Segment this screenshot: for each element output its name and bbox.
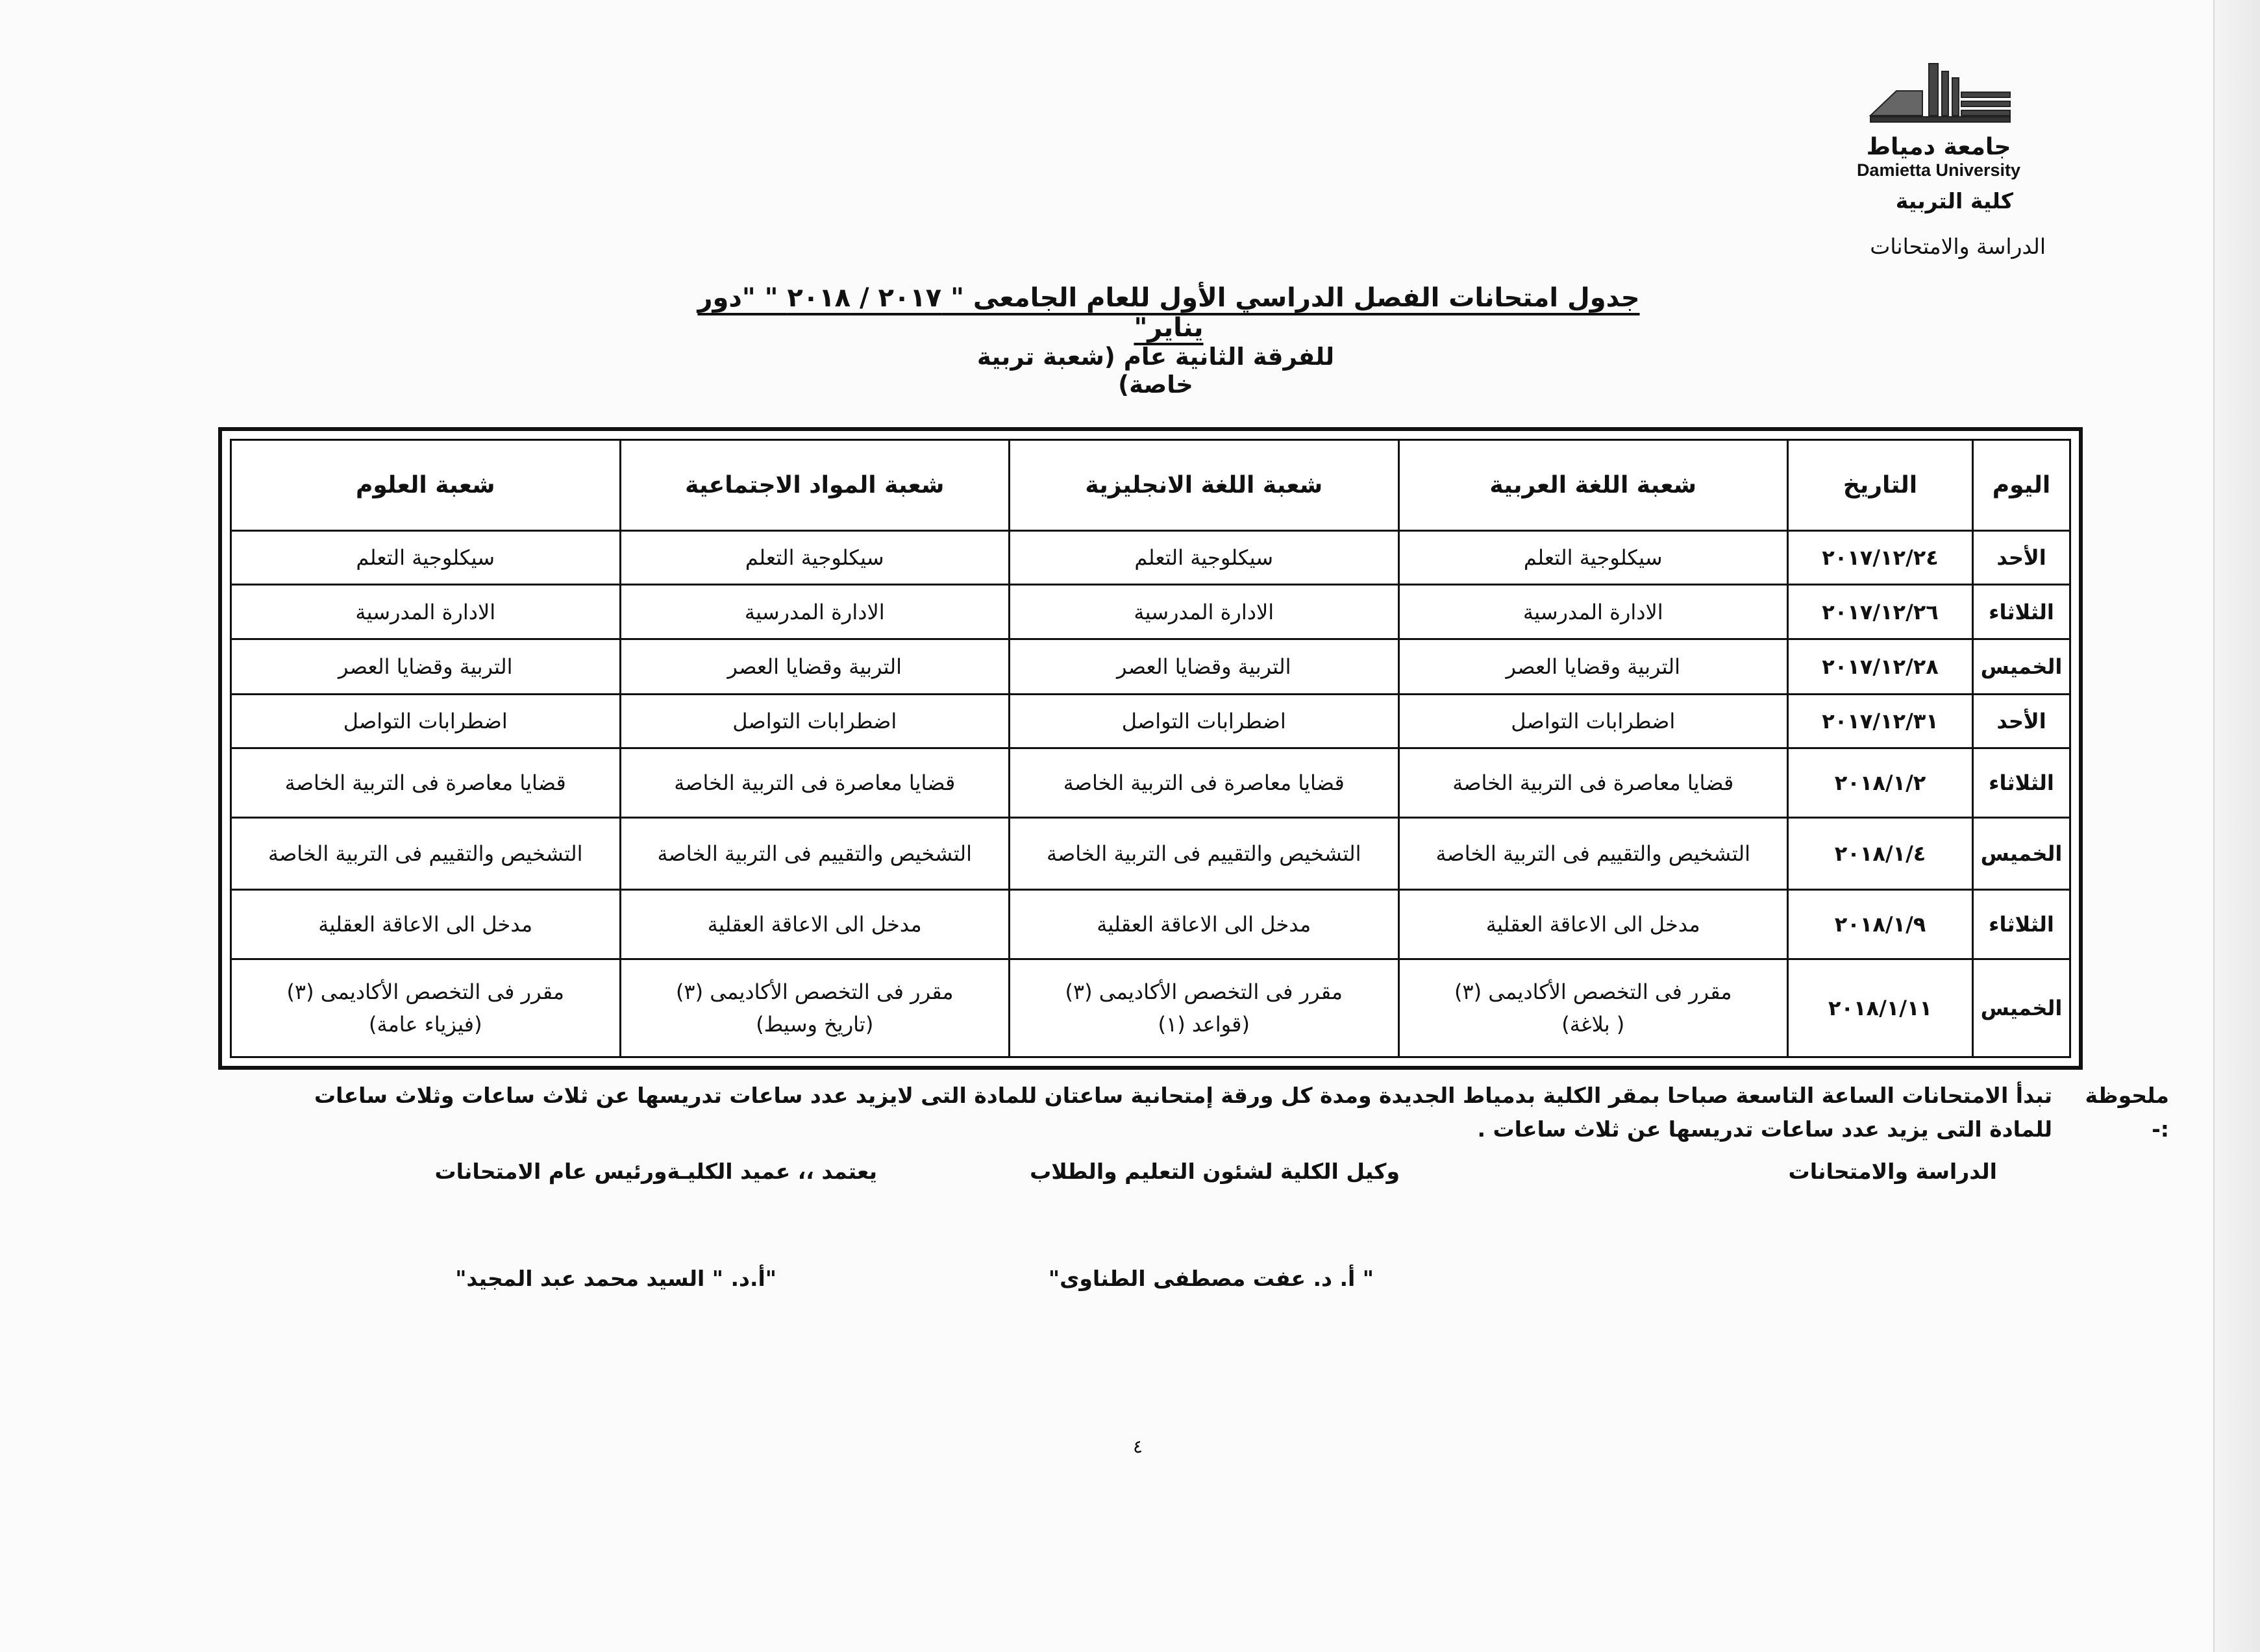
science-subject-cell [231,959,621,1057]
day-cell: الثلاثاء [1973,584,2070,639]
english-subject-cell: التشخيص والتقييم فى التربية الخاصة [1010,817,1399,889]
signature-vice-dean-name: " أ. د. عفت مصطفى الطناوى" [1048,1266,1374,1291]
page-edge [2213,0,2260,1652]
signature-vice-dean-title: وكيل الكلية لشئون التعليم والطلاب [1030,1159,1400,1184]
header-date: التاريخ [1788,440,1973,531]
page-title: جدول امتحانات الفصل الدراسي الأول للعام الجامعى " ٢٠١٧ / ٢٠١٨ " "دور يناير" [697,283,1640,343]
science-subject-cell: قضايا معاصرة فى التربية الخاصة [231,748,621,817]
social-subject-cell: الادارة المدرسية [620,584,1010,639]
page-subtitle: للفرقة الثانية عام (شعبة تربية خاصة) [976,343,1335,399]
university-logo-icon [1857,58,2020,130]
social-subject-cell: التربية وقضايا العصر [620,639,1010,695]
social-subject-cell: اضطرابات التواصل [620,695,1010,748]
day-cell: الثلاثاء [1973,748,2070,817]
table-row [231,639,2070,695]
arabic-subject-cell: التربية وقضايا العصر [1398,639,1788,695]
day-cell: الخميس [1973,817,2070,889]
subject-detail: (فيزياء عامة) [368,1011,482,1037]
subject-detail: (قواعد (١) [1158,1011,1250,1037]
english-subject-cell: سيكلوجية التعلم [1010,531,1399,585]
date-cell: ٢٠١٧/١٢/٢٨ [1788,639,1973,695]
date-cell: ٢٠١٧/١٢/٢٦ [1788,584,1973,639]
note-text: تبدأ الامتحانات الساعة التاسعة صباحا بمقر الكلية بدمياط الجديدة ومدة كل ورقة إمتحانية ساعتان للمادة التى لايزيد عدد ساعات تدريسها عن ثلاث ساعات وثلاث ساعات للمادة التى يزيد عدد ساعات تدريسها عن ثلاث ساعات . [314,1083,2052,1142]
signature-studies-title: الدراسة والامتحانات [1788,1159,1997,1184]
social-subject-cell: سيكلوجية التعلم [620,531,1010,585]
science-subject-cell: التشخيص والتقييم فى التربية الخاصة [231,817,621,889]
header-social: شعبة المواد الاجتماعية [620,440,1010,531]
date-cell: ٢٠١٨/١/١١ [1788,959,1973,1057]
table-row [231,817,2070,889]
subject-line: مقرر فى التخصص الأكاديمى (٣) [1454,979,1732,1004]
science-subject-cell: الادارة المدرسية [231,584,621,639]
day-cell: الخميس [1973,639,2070,695]
day-cell: الأحد [1973,695,2070,748]
social-subject-cell [620,959,1010,1057]
arabic-subject-cell: سيكلوجية التعلم [1398,531,1788,585]
arabic-subject-cell: الادارة المدرسية [1398,584,1788,639]
date-cell: ٢٠١٨/١/٩ [1788,889,1973,959]
table-row [231,748,2070,817]
english-subject-cell: اضطرابات التواصل [1010,695,1399,748]
header-day: اليوم [1973,440,2070,531]
signature-dean-title: يعتمد ،، عميد الكليـةورئيس عام الامتحانات [434,1159,877,1184]
university-name-ar: جامعة دمياط [1866,134,2011,160]
social-subject-cell: قضايا معاصرة فى التربية الخاصة [620,748,1010,817]
department-name: الدراسة والامتحانات [1870,234,2046,259]
day-cell: الثلاثاء [1973,889,2070,959]
table-row [231,584,2070,639]
table-row [231,889,2070,959]
subject-detail: ( بلاغة) [1561,1011,1625,1037]
subject-line: مقرر فى التخصص الأكاديمى (٣) [286,979,565,1004]
header-arabic: شعبة اللغة العربية [1398,440,1788,531]
english-subject-cell [1010,959,1399,1057]
header-science: شعبة العلوم [231,440,621,531]
science-subject-cell: سيكلوجية التعلم [231,531,621,585]
date-cell: ٢٠١٧/١٢/٢٤ [1788,531,1973,585]
exam-note [247,1079,2169,1146]
university-name-en: Damietta University [1856,160,2021,180]
table-row [231,695,2070,748]
english-subject-cell: قضايا معاصرة فى التربية الخاصة [1010,748,1399,817]
note-label: ملحوظة :- [2085,1083,2169,1142]
arabic-subject-cell: قضايا معاصرة فى التربية الخاصة [1398,748,1788,817]
exam-table-frame [218,427,2083,1070]
subject-line: مقرر فى التخصص الأكاديمى (٣) [675,979,954,1004]
subject-detail: (تاريخ وسيط) [756,1011,874,1037]
science-subject-cell: مدخل الى الاعاقة العقلية [231,889,621,959]
english-subject-cell: مدخل الى الاعاقة العقلية [1010,889,1399,959]
social-subject-cell: مدخل الى الاعاقة العقلية [620,889,1010,959]
arabic-subject-cell [1398,959,1788,1057]
science-subject-cell: التربية وقضايا العصر [231,639,621,695]
date-cell: ٢٠١٨/١/٤ [1788,817,1973,889]
table-header-row [231,440,2070,531]
arabic-subject-cell: مدخل الى الاعاقة العقلية [1398,889,1788,959]
social-subject-cell: التشخيص والتقييم فى التربية الخاصة [620,817,1010,889]
header-english: شعبة اللغة الانجليزية [1010,440,1399,531]
table-row [231,531,2070,585]
day-cell: الأحد [1973,531,2070,585]
date-cell: ٢٠١٧/١٢/٣١ [1788,695,1973,748]
day-cell: الخميس [1973,959,2070,1057]
science-subject-cell: اضطرابات التواصل [231,695,621,748]
exam-schedule-table [230,439,2071,1058]
arabic-subject-cell: اضطرابات التواصل [1398,695,1788,748]
signature-dean-name: "أ.د. " السيد محمد عبد المجيد" [455,1266,776,1291]
page-number: ٤ [1133,1436,1143,1457]
table-row [231,959,2070,1057]
english-subject-cell: الادارة المدرسية [1010,584,1399,639]
subject-line: مقرر فى التخصص الأكاديمى (٣) [1065,979,1343,1004]
date-cell: ٢٠١٨/١/٢ [1788,748,1973,817]
faculty-name: كلية التربية [1895,188,2013,214]
arabic-subject-cell: التشخيص والتقييم فى التربية الخاصة [1398,817,1788,889]
english-subject-cell: التربية وقضايا العصر [1010,639,1399,695]
university-logo-block [1851,58,2026,180]
